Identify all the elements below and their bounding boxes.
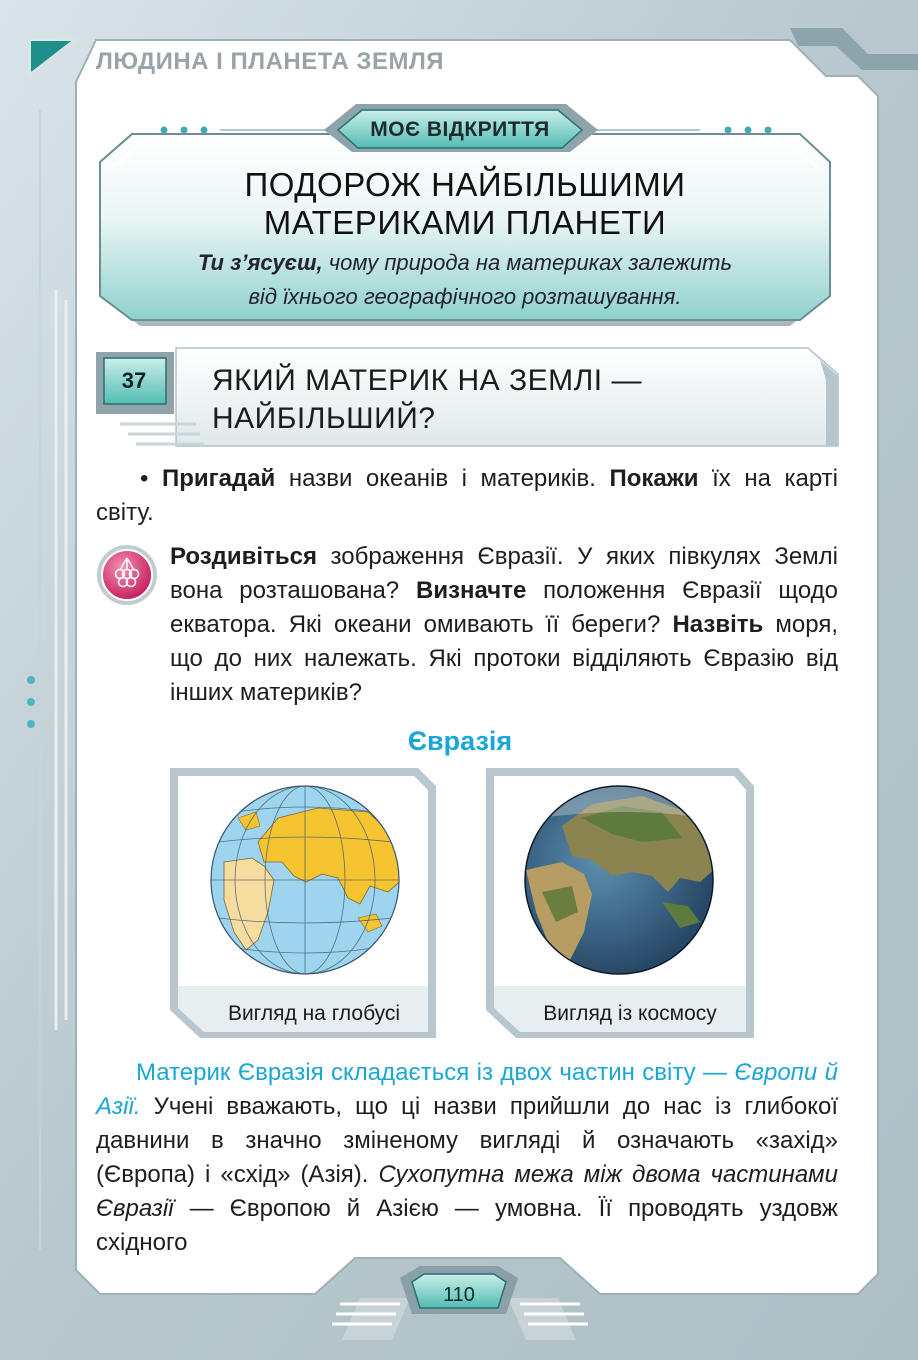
discovery-label: МОЄ ВІДКРИТТЯ (370, 118, 550, 141)
task-text-2: положення Євразії щодо екватора. Які океани омивають її береги? (170, 577, 839, 638)
lesson-title (212, 362, 812, 438)
figure-title: Євразія (407, 726, 513, 756)
bullet: • (140, 465, 162, 492)
globe-illustration (198, 782, 412, 978)
discovery-title-line1: ПОДОРОЖ НАЙБІЛЬШИМИ (244, 166, 686, 203)
chapter-title: ЛЮДИНА І ПЛАНЕТА ЗЕМЛЯ (96, 48, 445, 75)
subtitle-line2: від їхнього географічного розташування. (248, 284, 682, 309)
recall-paragraph (96, 462, 838, 530)
body-lead-italic: Європи й Азії. (96, 1059, 838, 1120)
discovery-subtitle (110, 246, 820, 314)
task-text-1: зображення Євразії. У яких півкулях Землі вона розташована? (170, 543, 838, 604)
task-text-3: моря, що до них належать. Які протоки відділяють Євразію від інших материків? (170, 611, 839, 706)
body-text-2: — Європою й Азією — умовна. Її проводять уздовж східного (96, 1195, 838, 1256)
recall-text-2: їх на карті світу. (96, 465, 838, 526)
berries-icon (96, 544, 158, 606)
subtitle-text: чому природа на материках залежить (322, 250, 733, 275)
task-bold-1: Роздивіться (170, 543, 317, 570)
earth-from-space-photo (512, 782, 726, 978)
task-paragraph (170, 540, 838, 710)
task-bold-3: Назвіть (672, 611, 764, 638)
task-bold-2: Визначте (416, 577, 527, 604)
discovery-title-line2: МАТЕРИКАМИ ПЛАНЕТИ (263, 204, 667, 241)
page-number: 110 (443, 1284, 475, 1306)
caption-space: Вигляд із космосу (543, 1002, 717, 1025)
recall-bold-2: Покажи (609, 465, 699, 492)
lesson-title-line1: ЯКИЙ МАТЕРИК НА ЗЕМЛІ — (212, 364, 642, 397)
subtitle-bold: Ти з’ясуєш, (197, 250, 323, 275)
lesson-title-line2: НАЙБІЛЬШИЙ? (212, 402, 436, 435)
body-italic-2: Сухопутна межа між двома частинами Євразії (96, 1161, 838, 1222)
recall-bold-1: Пригадай (161, 465, 276, 492)
caption-globe: Вигляд на глобусі (227, 1002, 401, 1025)
discovery-title (110, 166, 820, 242)
body-paragraph (96, 1056, 838, 1260)
recall-text-1: назви океанів і материків. (275, 465, 610, 492)
lesson-number: 37 (121, 368, 147, 393)
body-text-1: Учені вважають, що ці назви прийшли до нас із глибокої давнини в значно зміненому вигляді й означають «захід» (Європа) і «схід» (Азія). (96, 1093, 838, 1188)
body-lead: Материк Євразія складається із двох частин світу — (136, 1059, 735, 1086)
